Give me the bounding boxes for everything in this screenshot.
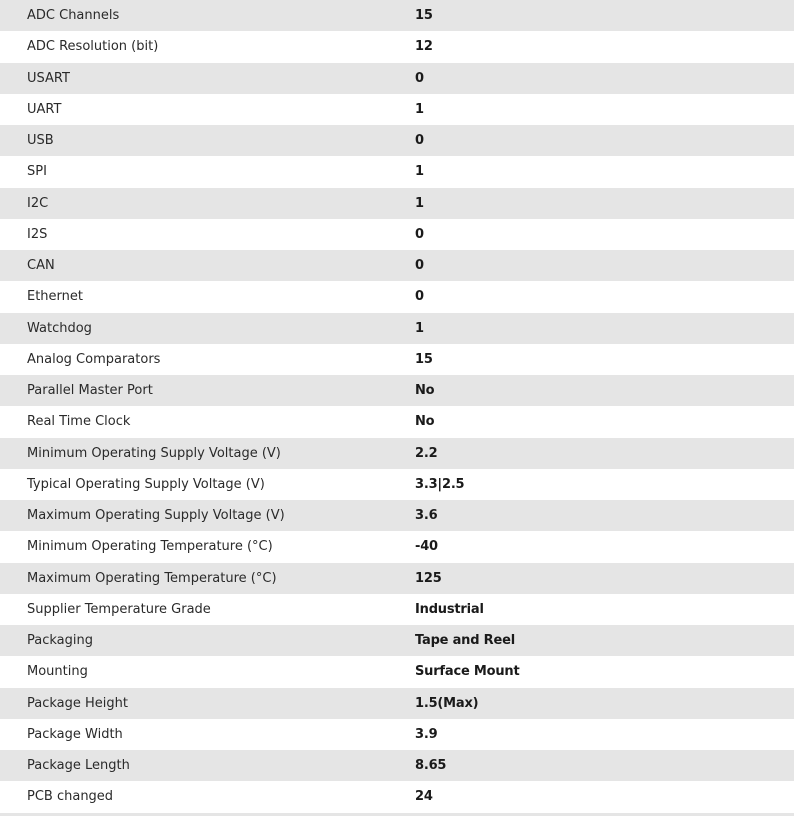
spec-label: I2S [27,226,48,242]
spec-row-min-supply-voltage [0,438,794,469]
spec-row-adc-resolution [0,31,794,62]
spec-label: Maximum Operating Temperature (°C) [27,570,277,586]
spec-value: 1.5(Max) [415,695,479,711]
spec-value: -40 [415,539,438,555]
spec-row-mounting [0,656,794,687]
spec-label: PCB changed [27,789,114,805]
spec-value: 15 [415,351,433,367]
spec-value: 3.3|2.5 [415,476,465,492]
spec-row-package-width [0,719,794,750]
spec-label: Packaging [27,633,93,649]
spec-row-uart [0,94,794,125]
spec-label: Supplier Temperature Grade [27,601,211,617]
spec-value: 0 [415,289,424,305]
spec-label: Watchdog [27,320,92,336]
spec-row-adc-channels [0,0,794,31]
spec-value: 0 [415,258,424,274]
spec-value: 0 [415,226,424,242]
spec-row-watchdog [0,313,794,344]
spec-label: Maximum Operating Supply Voltage (V) [27,508,285,524]
spec-value: Surface Mount [415,664,520,680]
spec-row-spi [0,156,794,187]
spec-value: 1 [415,164,424,180]
spec-label: Real Time Clock [27,414,131,430]
spec-row-package-height [0,688,794,719]
spec-value: 8.65 [415,758,447,774]
spec-row-can [0,250,794,281]
spec-value: 1 [415,101,424,117]
spec-row-analog-comparators [0,344,794,375]
spec-value: 12 [415,39,433,55]
spec-label: Minimum Operating Temperature (°C) [27,539,273,555]
spec-label: USB [27,133,54,149]
spec-row-usart [0,63,794,94]
spec-label: USART [27,70,70,86]
spec-row-pcb-changed [0,781,794,812]
spec-label: ADC Channels [27,8,120,24]
spec-row-ethernet [0,281,794,312]
table-bottom-divider [0,813,794,816]
spec-row-min-temperature [0,531,794,562]
spec-label: Package Length [27,758,130,774]
spec-row-max-supply-voltage [0,500,794,531]
spec-value: 3.9 [415,726,438,742]
spec-label: ADC Resolution (bit) [27,39,159,55]
spec-row-max-temperature [0,563,794,594]
spec-label: SPI [27,164,47,180]
spec-value: Tape and Reel [415,633,515,649]
spec-value: 0 [415,133,424,149]
spec-label: Typical Operating Supply Voltage (V) [27,476,265,492]
spec-row-i2s [0,219,794,250]
spec-value: No [415,414,435,430]
spec-value: No [415,383,435,399]
spec-row-real-time-clock [0,406,794,437]
spec-value: 0 [415,70,424,86]
spec-row-i2c [0,188,794,219]
spec-label: CAN [27,258,55,274]
spec-value: 24 [415,789,433,805]
spec-label: I2C [27,195,49,211]
spec-value: 1 [415,195,424,211]
spec-value: 2.2 [415,445,438,461]
spec-label: UART [27,101,62,117]
spec-value: 15 [415,8,433,24]
spec-label: Analog Comparators [27,351,161,367]
spec-label: Parallel Master Port [27,383,153,399]
spec-value: 3.6 [415,508,438,524]
spec-row-usb [0,125,794,156]
spec-label: Package Width [27,726,123,742]
spec-row-typ-supply-voltage [0,469,794,500]
spec-label: Package Height [27,695,128,711]
spec-label: Ethernet [27,289,83,305]
spec-value: 125 [415,570,442,586]
spec-label: Minimum Operating Supply Voltage (V) [27,445,281,461]
spec-row-parallel-master-port [0,375,794,406]
spec-row-temperature-grade [0,594,794,625]
spec-row-package-length [0,750,794,781]
spec-row-packaging [0,625,794,656]
spec-value: 1 [415,320,424,336]
spec-label: Mounting [27,664,88,680]
spec-value: Industrial [415,601,484,617]
